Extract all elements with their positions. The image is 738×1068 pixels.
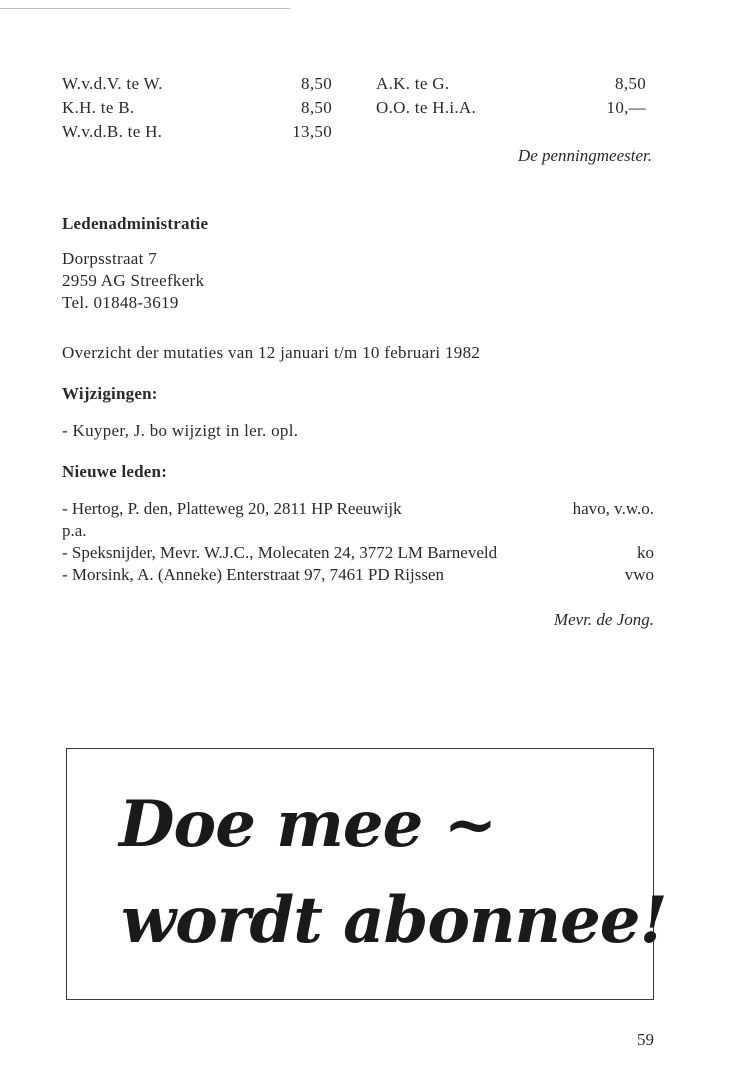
payment-name: O.O. te H.i.A. — [376, 98, 477, 117]
payment-row — [0, 98, 738, 118]
payment-amount: 10,— — [606, 98, 646, 117]
advertisement-box — [66, 748, 667, 1000]
list-item — [62, 498, 654, 519]
payment-name: K.H. te B. — [62, 98, 135, 117]
list-item — [62, 542, 654, 563]
member-details: p.a. — [62, 521, 87, 540]
payment-amount: 8,50 — [301, 98, 332, 117]
payment-amount: 13,50 — [292, 122, 332, 141]
member-education: ko — [637, 543, 654, 562]
section-heading-ledenadministratie: Ledenadministratie — [62, 214, 209, 233]
member-details: - Speksnijder, Mevr. W.J.C., Molecaten 24, 3772 LM Barneveld — [62, 543, 498, 562]
payment-name: A.K. te G. — [376, 74, 450, 93]
overview-line: Overzicht der mutaties van 12 januari t/m 10 februari 1982 — [62, 343, 481, 362]
payment-row — [0, 74, 738, 94]
member-details: - Morsink, A. (Anneke) Enterstraat 97, 7461 PD Rijssen — [62, 565, 444, 584]
page-number: 59 — [637, 1030, 654, 1049]
top-rule — [0, 8, 290, 9]
list-item: - Kuyper, J. bo wijzigt in ler. opl. — [62, 421, 299, 440]
section-heading-nieuwe-leden: Nieuwe leden: — [62, 462, 168, 481]
member-education: havo, v.w.o. — [572, 499, 654, 518]
member-education: vwo — [624, 565, 654, 584]
payment-amount: 8,50 — [615, 74, 646, 93]
address-line: 2959 AG Streefkerk — [62, 271, 205, 290]
payment-name: W.v.d.B. te H. — [62, 122, 163, 141]
phone-line: Tel. 01848-3619 — [62, 293, 179, 312]
advertisement-line-2: wordt abonnee! — [121, 883, 667, 958]
payment-amount: 8,50 — [301, 74, 332, 93]
payment-row — [0, 122, 738, 142]
address-line: Dorpsstraat 7 — [62, 249, 158, 268]
section-heading-wijzigingen: Wijzigingen: — [62, 384, 158, 403]
advertisement-line-1: Doe mee ~ — [119, 787, 497, 862]
list-item — [62, 520, 654, 541]
list-item — [62, 564, 654, 585]
payment-name: W.v.d.V. te W. — [62, 74, 163, 93]
member-details: - Hertog, P. den, Platteweg 20, 2811 HP Reeuwijk — [62, 499, 402, 518]
treasurer-signature: De penningmeester. — [517, 146, 652, 165]
administrator-signature: Mevr. de Jong. — [553, 610, 654, 629]
